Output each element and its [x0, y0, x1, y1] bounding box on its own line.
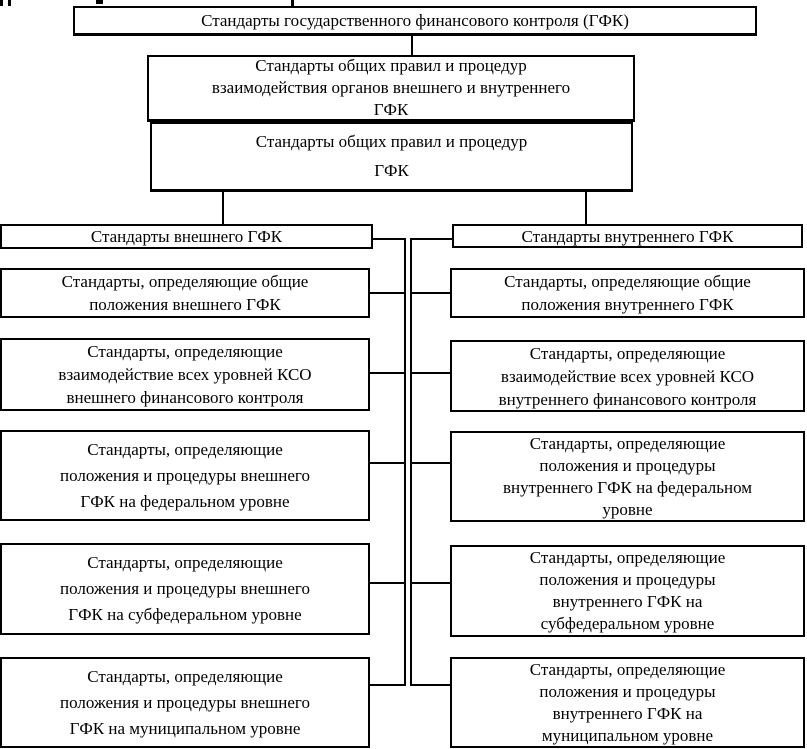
box-text-line: положения и процедуры [539, 681, 716, 701]
box-text-line: взаимодействия органов внешнего и внутреннего [211, 78, 571, 97]
box-text-line: внутреннего ГФК на [552, 592, 703, 611]
internal-gfk-header-box [452, 224, 803, 248]
box-text-line: взаимодействие всех уровней КСО [500, 366, 755, 386]
connector-external-row6-stub [368, 684, 406, 686]
box-text-line: ГФК на федеральном уровне [80, 491, 290, 511]
cropped-text-artifact-3 [96, 0, 103, 4]
box-text-line: Стандарты общих правил и процедур [255, 132, 528, 151]
external-kso-interaction-box [0, 338, 370, 411]
connector-internal-row4-stub [410, 462, 450, 464]
box-text-line: Стандарты, определяющие общие [504, 272, 751, 291]
box-text-line: положения и процедуры внешнего [60, 692, 310, 712]
box-text-line: внутреннего ГФК на федеральном [502, 477, 753, 497]
common-rules-interaction-box [147, 55, 635, 122]
internal-kso-interaction-box [450, 340, 805, 412]
box-text-line: Стандарты внешнего ГФК [90, 227, 283, 246]
box-text-line: Стандарты, определяющие общие [61, 272, 309, 291]
cropped-text-artifact-2 [8, 0, 11, 6]
connector-internal-row6-stub [410, 684, 450, 686]
root-box-label: Стандарты государственного финансового контроля (ГФК) [201, 11, 629, 30]
box-text-line: ГФК на муниципальном уровне [69, 718, 301, 738]
box-text-line: взаимодействие всех уровней КСО [58, 365, 312, 384]
box-text-line: субфедеральном уровне [540, 614, 715, 633]
box-text-line: внутреннего финансового контроля [498, 389, 757, 409]
connector-internal-row2-stub [410, 292, 450, 294]
box-text-line: Стандарты, определяющие [529, 548, 726, 567]
connector-external-row2-stub [368, 292, 406, 294]
connector-general-to-internal-header [585, 192, 587, 224]
common-rules-gfk-box [150, 122, 633, 192]
internal-general-provisions-box [450, 268, 805, 318]
box-text-line: ГФК [374, 161, 409, 180]
connector-external-header-stub [373, 238, 404, 240]
external-municipal-level-box [0, 657, 370, 748]
connector-root-to-rules [411, 36, 413, 55]
box-text-line: Стандарты, определяющие [529, 343, 726, 363]
box-text-line: Стандарты, определяющие [87, 439, 283, 459]
connector-internal-row5-stub [410, 582, 450, 584]
box-text-line: положения и процедуры [539, 455, 716, 475]
connector-internal-header-stub [412, 238, 452, 240]
box-text-line: Стандарты, определяющие [87, 666, 283, 686]
external-federal-level-box [0, 430, 370, 521]
cropped-text-artifact-1 [0, 0, 3, 6]
box-text-line: положения внешнего ГФК [89, 295, 281, 314]
box-text-line: Стандарты общих правил и процедур [255, 56, 527, 75]
external-general-provisions-box [0, 268, 370, 318]
connector-external-row3-stub [368, 372, 406, 374]
box-text-line: внешнего финансового контроля [66, 388, 304, 407]
box-text-line: Стандарты, определяющие [529, 433, 726, 453]
box-text-line: Стандарты внутреннего ГФК [521, 226, 734, 246]
box-text-line: положения и процедуры [539, 570, 716, 589]
box-text-line: муниципальном уровне [541, 725, 714, 745]
connector-general-to-external-header [222, 192, 224, 224]
root-box-gfk-standards [73, 6, 757, 36]
connector-external-row5-stub [368, 582, 406, 584]
box-text-line: Стандарты, определяющие [87, 553, 283, 572]
box-text-line: ГФК [373, 100, 409, 119]
external-subfederal-level-box [0, 543, 370, 635]
box-text-line: Стандарты, определяющие [87, 342, 283, 361]
box-text-line: положения и процедуры внешнего [60, 465, 310, 485]
connector-external-row4-stub [368, 462, 406, 464]
connector-internal-row3-stub [410, 372, 450, 374]
box-text-line: положения и процедуры внешнего [60, 579, 310, 598]
internal-federal-level-box [450, 431, 805, 522]
box-text-line: положения внутреннего ГФК [521, 295, 734, 314]
box-text-line: ГФК на субфедеральном уровне [68, 605, 302, 624]
box-text-line: внутреннего ГФК на [552, 703, 703, 723]
box-text-line: Стандарты, определяющие [529, 659, 726, 679]
box-text-line: уровне [602, 499, 653, 519]
internal-subfederal-level-box [450, 545, 805, 637]
external-gfk-header-box [0, 224, 373, 249]
internal-municipal-level-box [450, 657, 805, 748]
